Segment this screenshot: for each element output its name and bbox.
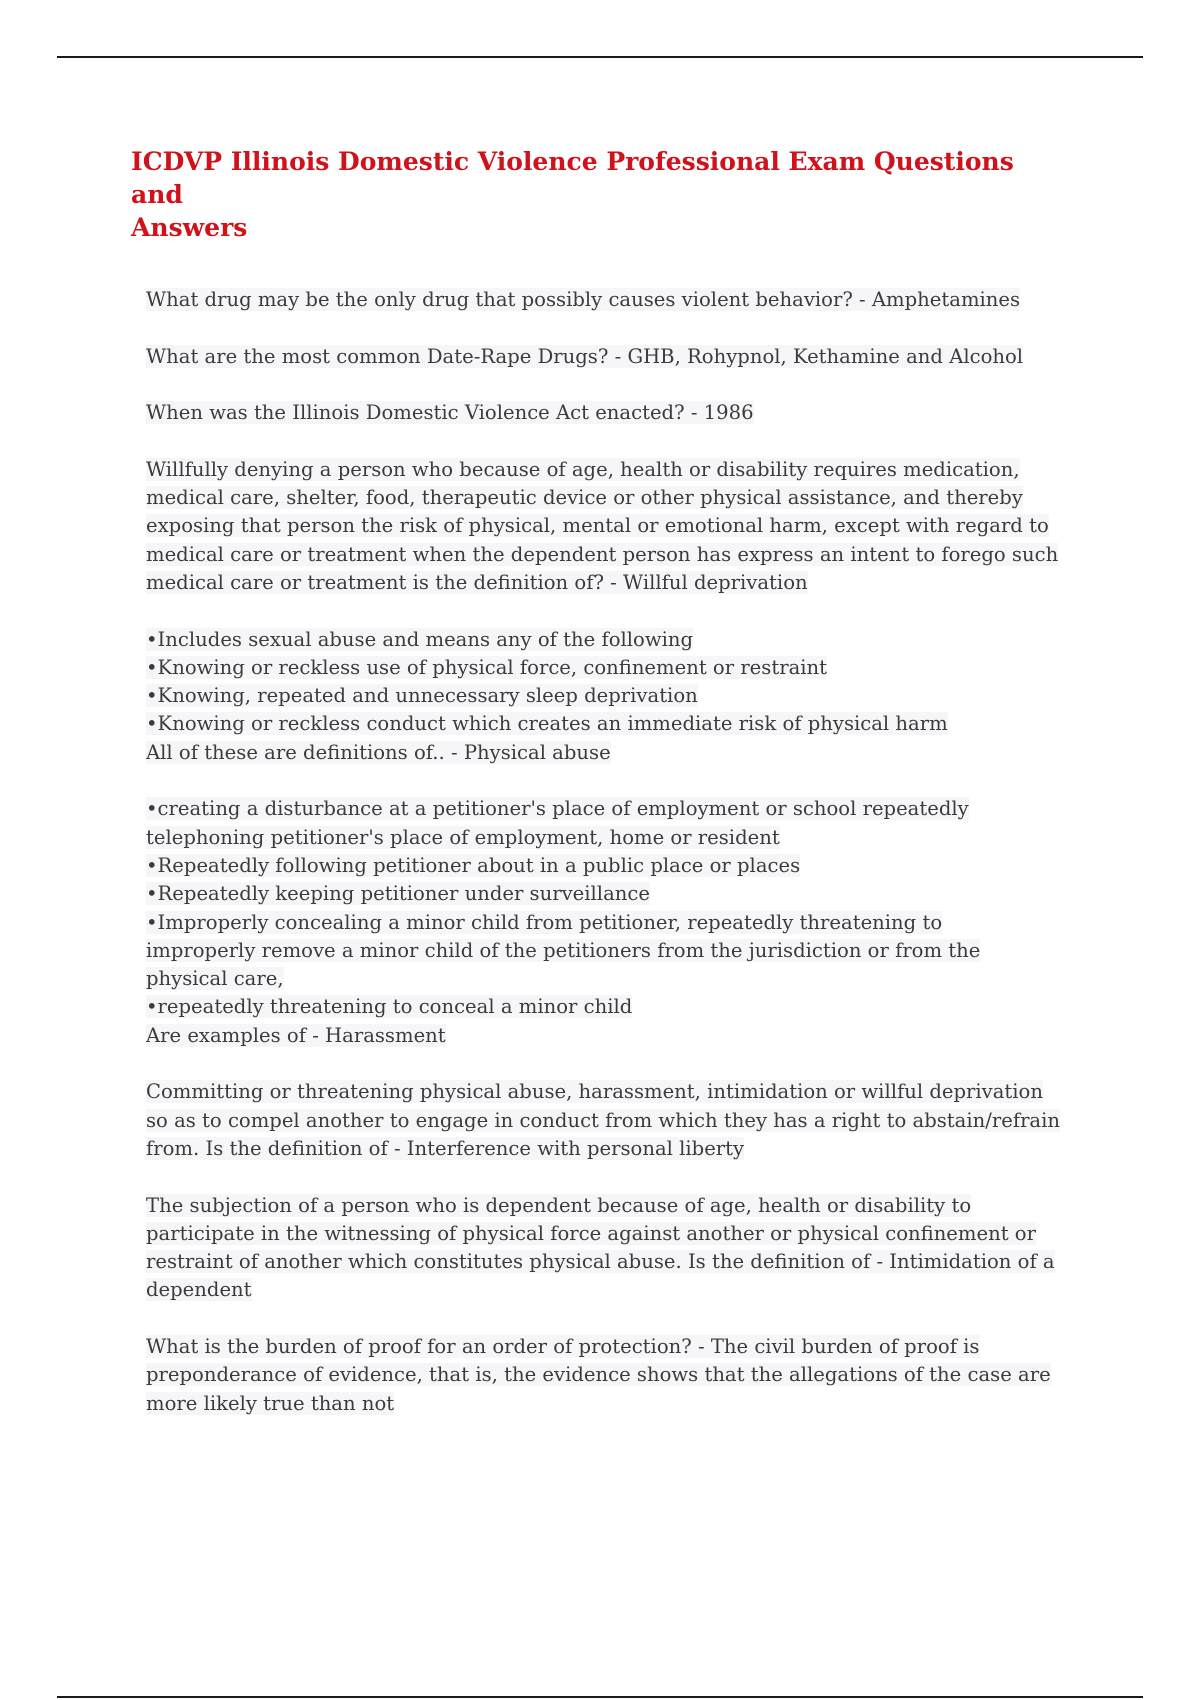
- title-line: ICDVP Illinois Domestic Violence Professional Exam Questions and: [131, 147, 1014, 209]
- qa-line: medical care, shelter, food, therapeutic device or other physical assistance, and thereby: [146, 486, 1023, 510]
- qa-line: What is the burden of proof for an order of protection? - The civil burden of proof is: [146, 1334, 980, 1358]
- qa-line: What are the most common Date-Rape Drugs? - GHB, Rohypnol, Kethamine and Alcohol: [146, 344, 1024, 368]
- qa-item-willful-deprivation: [146, 456, 1106, 597]
- title-line: Answers: [131, 213, 248, 242]
- qa-item-interference-liberty: [146, 1078, 1106, 1163]
- qa-line: preponderance of evidence, that is, the evidence shows that the allegations of the case are: [146, 1363, 1051, 1387]
- top-rule: [57, 56, 1143, 58]
- qa-line: restraint of another which constitutes physical abuse. Is the definition of - Intimidation of a: [146, 1250, 1055, 1274]
- qa-line: •Repeatedly following petitioner about in a public place or places: [146, 853, 801, 877]
- qa-line: •repeatedly threatening to conceal a minor child: [146, 995, 633, 1019]
- qa-line: •creating a disturbance at a petitioner's place of employment or school repeatedly: [146, 797, 969, 821]
- qa-line: Committing or threatening physical abuse, harassment, intimidation or willful deprivation: [146, 1080, 1043, 1104]
- qa-line: from. Is the definition of - Interference with personal liberty: [146, 1136, 745, 1160]
- qa-line: •Repeatedly keeping petitioner under surveillance: [146, 882, 650, 906]
- qa-item-burden-of-proof: [146, 1333, 1106, 1418]
- qa-line: •Knowing or reckless conduct which creates an immediate risk of physical harm: [146, 712, 948, 736]
- bottom-rule: [57, 1696, 1143, 1698]
- qa-line: Are examples of - Harassment: [146, 1023, 446, 1047]
- qa-line: •Knowing or reckless use of physical force, confinement or restraint: [146, 655, 828, 679]
- qa-line: improperly remove a minor child of the petitioners from the jurisdiction or from the: [146, 938, 981, 962]
- qa-line: When was the Illinois Domestic Violence Act enacted? - 1986: [146, 401, 754, 425]
- qa-item-harassment: [146, 795, 1106, 1050]
- qa-item-intimidation-dependent: [146, 1192, 1106, 1305]
- qa-item-physical-abuse: [146, 626, 1106, 767]
- qa-line: •Improperly concealing a minor child from petitioner, repeatedly threatening to: [146, 910, 943, 934]
- qa-line: telephoning petitioner's place of employment, home or resident: [146, 825, 780, 849]
- qa-line: physical care,: [146, 967, 284, 991]
- qa-line: medical care or treatment when the dependent person has express an intent to forego such: [146, 542, 1059, 566]
- document-title: [131, 145, 1031, 244]
- qa-line: •Knowing, repeated and unnecessary sleep deprivation: [146, 684, 698, 708]
- qa-line: What drug may be the only drug that possibly causes violent behavior? - Amphetamines: [146, 288, 1021, 311]
- qa-item-date-rape-drugs: [146, 343, 1106, 371]
- qa-line: so as to compel another to engage in conduct from which they has a right to abstain/refrain: [146, 1108, 1060, 1132]
- qa-line: more likely true than not: [146, 1391, 395, 1415]
- qa-line: Willfully denying a person who because of age, health or disability requires medication,: [146, 457, 1020, 481]
- qa-line: participate in the witnessing of physical force against another or physical confinement or: [146, 1221, 1036, 1245]
- qa-line: medical care or treatment is the definition of? - Willful deprivation: [146, 570, 808, 594]
- qa-item-violent-drug: [146, 286, 1106, 314]
- qa-item-act-enacted: [146, 399, 1106, 427]
- qa-line: dependent: [146, 1278, 252, 1302]
- qa-line: exposing that person the risk of physical, mental or emotional harm, except with regard to: [146, 514, 1049, 538]
- qa-list: [146, 286, 1106, 1446]
- qa-line: •Includes sexual abuse and means any of the following: [146, 627, 694, 651]
- qa-line: The subjection of a person who is dependent because of age, health or disability to: [146, 1193, 972, 1217]
- qa-line: All of these are definitions of.. - Physical abuse: [146, 740, 611, 764]
